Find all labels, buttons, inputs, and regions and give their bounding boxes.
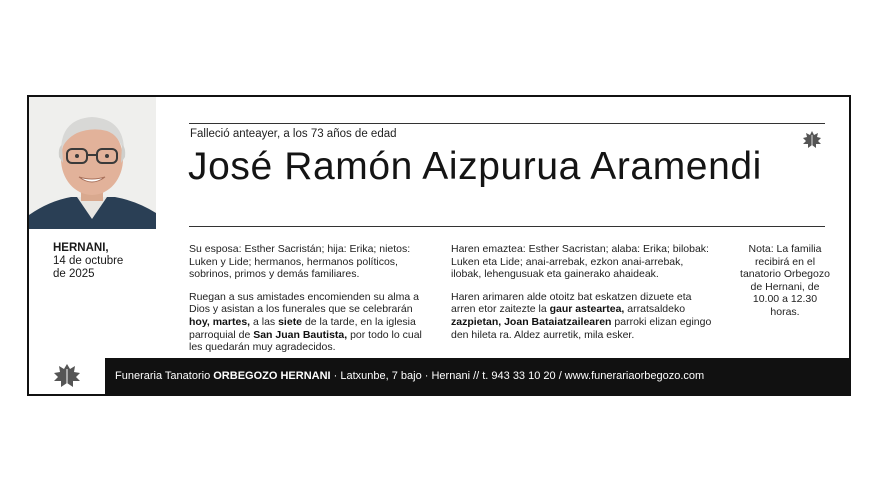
date-line-1: 14 de octubre: [53, 255, 124, 267]
spanish-request-church: San Juan Bautista,: [253, 328, 348, 341]
spanish-request-text-c: de la tarde, en la iglesia parroquial de: [189, 315, 416, 341]
footer-address: · Latxunbe, 7 bajo · Hernani // t. 943 33 10 20 / www.funerariaorbegozo.com: [330, 370, 705, 382]
basque-request-day: gaur asteartea,: [549, 303, 625, 316]
footer-logo: [29, 358, 105, 394]
spanish-request-day: hoy, martes,: [189, 315, 251, 328]
spanish-request: [189, 291, 435, 354]
basque-request-text-c: parroki elizan egingo den hileta ra. Aldez aurretik, mila esker.: [451, 315, 712, 341]
leaf-logo-icon: [52, 363, 82, 389]
date-line-2: de 2025: [53, 268, 95, 280]
spanish-column: [189, 243, 435, 364]
spanish-request-text-a: Ruegan a sus amistades encomienden su alma a Dios y asistan a los funerales que se celebrarán: [189, 290, 419, 316]
top-divider: [189, 123, 825, 124]
spanish-request-time: siete: [278, 315, 303, 328]
spanish-request-text-b: a las: [250, 315, 279, 328]
basque-request-text-b: arratsaldeko: [624, 303, 686, 316]
leaf-icon: [801, 129, 823, 151]
deceased-name: José Ramón Aizpurua Aramendi: [188, 145, 762, 188]
city-name: HERNANI,: [53, 242, 109, 254]
portrait-photo: [29, 97, 156, 229]
middle-divider: [189, 226, 825, 227]
obituary-notice: [27, 95, 851, 396]
basque-family: Haren emaztea: Esther Sacristan; alaba: Erika; bilobak: Luken eta Lide; anai-arrebak, ezkon anai-arrebak, ilobak, lehengusuak eta gainerako ahaideak.: [451, 243, 709, 281]
footer-prefix: Funeraria Tanatorio: [115, 370, 214, 382]
portrait-illustration: [29, 97, 156, 229]
footer-bar: [29, 358, 849, 394]
basque-request-text-a: Haren arimaren alde otoitz bat eskatzen dizuete eta arren etor zaitezte la: [451, 290, 692, 316]
death-subtitle: Falleció anteayer, a los 73 años de edad: [190, 128, 397, 140]
basque-column: [451, 243, 713, 351]
family-note: Nota: La familia recibirá en el tanatorio Orbegozo de Hernani, de 10.00 a 12.30 horas.: [740, 243, 830, 318]
footer-contact: [105, 370, 704, 382]
place-and-date: [53, 242, 123, 281]
basque-request: [451, 291, 713, 341]
basque-request-time: zazpietan, Joan Bataiatzailearen: [451, 315, 612, 328]
footer-brand: ORBEGOZO HERNANI: [213, 370, 331, 382]
spanish-family: Su esposa: Esther Sacristán; hija: Erika; nietos: Luken y Lide; hermanos, hermanos políticos, sobrinos, primos y demás familiares.: [189, 243, 411, 281]
spanish-request-text-d: por todo lo cual les quedarán muy agradecidos.: [189, 328, 422, 354]
